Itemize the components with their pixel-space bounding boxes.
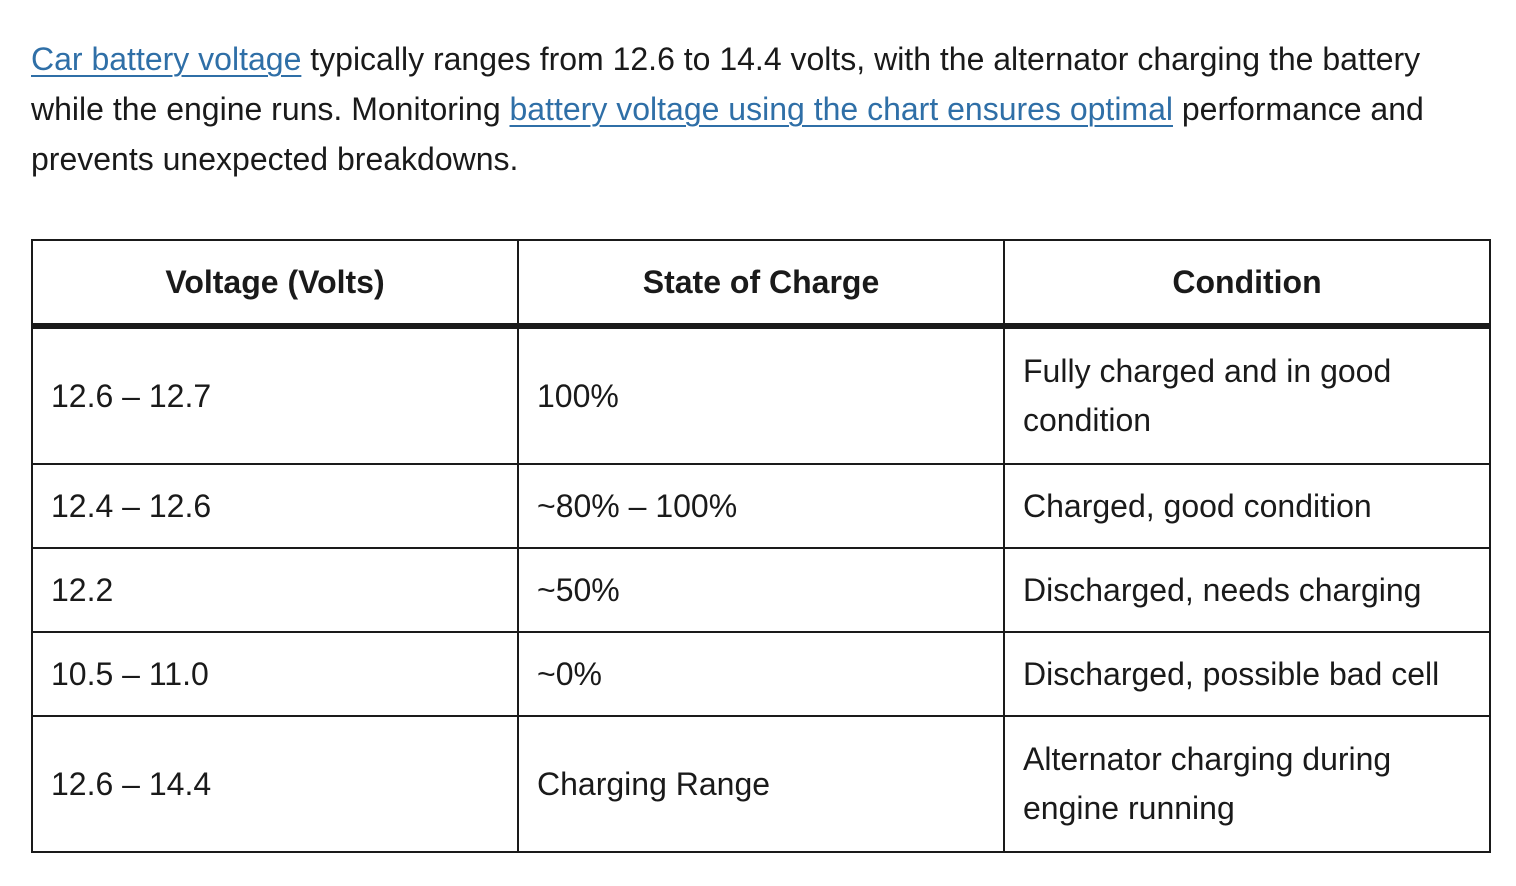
- battery-voltage-chart-link[interactable]: battery voltage using the chart ensures optimal: [509, 91, 1173, 127]
- intro-text-2: performance and prevents unexpected breakdowns.: [31, 91, 1424, 177]
- intro-text-1: typically ranges from 12.6 to 14.4 volts, with the alternator charging the battery while the engine runs. Monitoring: [31, 41, 1421, 127]
- table-header-row: [32, 240, 1490, 326]
- cell-state-of-charge: ~0%: [518, 632, 1004, 716]
- table-row: [32, 326, 1490, 464]
- battery-voltage-table: [31, 239, 1491, 853]
- cell-voltage: 10.5 – 11.0: [32, 632, 518, 716]
- header-condition: Condition: [1004, 240, 1490, 326]
- car-battery-voltage-link[interactable]: Car battery voltage: [31, 41, 302, 77]
- cell-voltage: 12.4 – 12.6: [32, 464, 518, 548]
- cell-voltage: 12.2: [32, 548, 518, 632]
- table-row: [32, 548, 1490, 632]
- cell-condition: Fully charged and in good condition: [1004, 326, 1490, 464]
- cell-condition: Discharged, needs charging: [1004, 548, 1490, 632]
- cell-state-of-charge: 100%: [518, 326, 1004, 464]
- cell-state-of-charge: ~80% – 100%: [518, 464, 1004, 548]
- header-state-of-charge: State of Charge: [518, 240, 1004, 326]
- cell-condition: Alternator charging during engine running: [1004, 716, 1490, 852]
- table-row: [32, 632, 1490, 716]
- table-row: [32, 464, 1490, 548]
- intro-paragraph: [31, 34, 1491, 184]
- cell-condition: Charged, good condition: [1004, 464, 1490, 548]
- cell-state-of-charge: ~50%: [518, 548, 1004, 632]
- table-row: [32, 716, 1490, 852]
- cell-condition: Discharged, possible bad cell: [1004, 632, 1490, 716]
- cell-voltage: 12.6 – 14.4: [32, 716, 518, 852]
- header-voltage: Voltage (Volts): [32, 240, 518, 326]
- cell-voltage: 12.6 – 12.7: [32, 326, 518, 464]
- cell-state-of-charge: Charging Range: [518, 716, 1004, 852]
